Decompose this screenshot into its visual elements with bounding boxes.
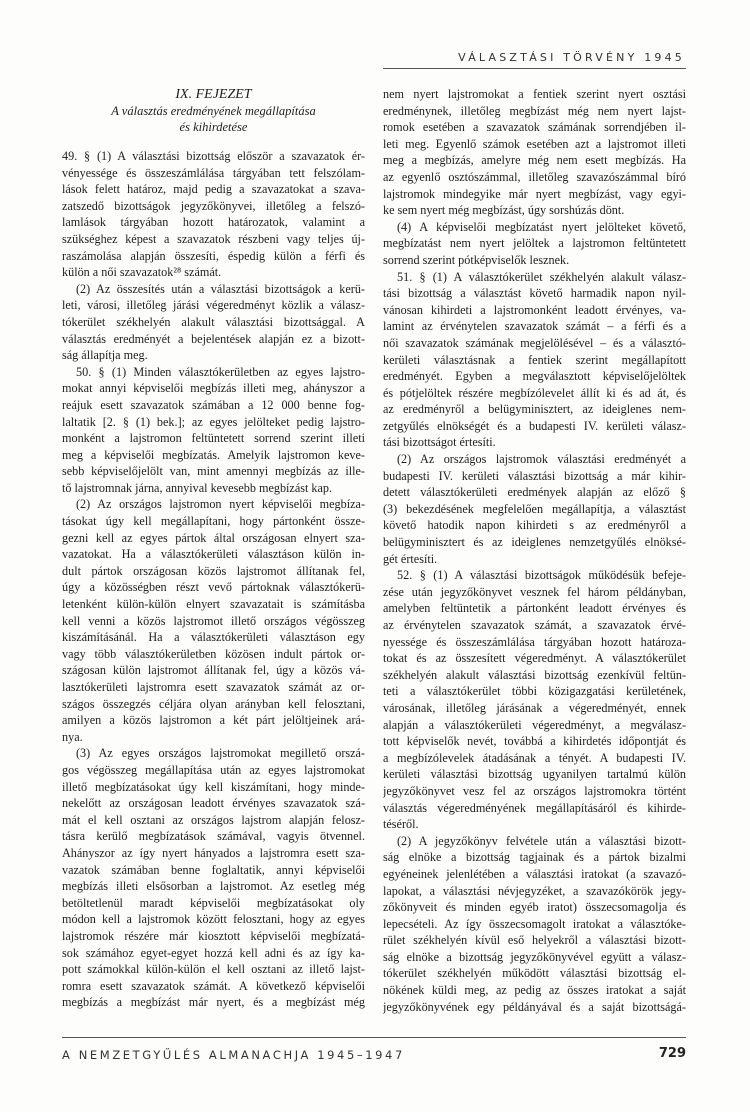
text-line: lajstromok mindegyike már nyert megbízást, vagy egyi- bbox=[383, 186, 686, 201]
page-number: 729 bbox=[658, 1046, 686, 1061]
text-line: kerületi választási bizottság ugyanilyen tartalmú külön bbox=[383, 767, 686, 782]
text-line: követő hatodik napon kihirdeti s az eredményről a bbox=[383, 518, 686, 533]
text-line: lások felett határoz, majd pedig a szavazatokat a szava- bbox=[62, 182, 365, 197]
text-line: tásokat úgy kell megállapítani, hogy pártonként össze- bbox=[62, 514, 365, 529]
text-line: mokat annyi képviselői megbízás illeti meg, ahányszor a bbox=[62, 381, 365, 396]
text-line: városának, illetőleg járásának a végeredményét, ennek bbox=[383, 700, 686, 715]
text-line: 51. § (1) A választókerület székhelyén alakult válasz- bbox=[397, 269, 686, 284]
text-line: vényessége és összeszámlálása tárgyában tett felszólam- bbox=[62, 165, 365, 180]
text-line: kell venni a közös lajstromot illető országos végösszeg bbox=[62, 613, 365, 628]
text-line: nökének küldi meg, az pedig az összes iratokat a saját bbox=[383, 983, 686, 998]
text-line: rület székhelyén kívül eső helyekről a választási bizott- bbox=[383, 933, 686, 948]
text-line: tokat és az összesített végeredményt. A választókerület bbox=[383, 651, 686, 666]
text-line: Ahányszor az így nyert hányados a lajstromra esett sza- bbox=[62, 845, 365, 860]
text-line: gos végösszeg megállapítása után az egyes lajstromokat bbox=[62, 762, 365, 777]
text-line: tásra kerülő megbízatások számával, vagyis ötvennel. bbox=[62, 829, 365, 844]
text-line: 50. § (1) Minden választókerületben az egyes lajstro- bbox=[76, 364, 365, 379]
text-line: gezni kell az egyes pártok által országosan elnyert sza- bbox=[62, 530, 365, 545]
text-line: ság elnöke a bizottság tagjainak és a pártok bizalmi bbox=[383, 850, 686, 865]
text-line: szükséghez képest a szavazatok részbeni vagy teljes új- bbox=[62, 231, 365, 246]
text-line: ság elnöke a bizottság jegyzőkönyvével együtt a válasz- bbox=[383, 949, 686, 964]
text-line: lepecsételi. Az így összecsomagolt iratokat a választóke- bbox=[383, 916, 686, 931]
text-line: amilyen a közös lajstromon a két párt jelöltjeinek ará- bbox=[62, 713, 365, 728]
text-line: leti, városi, illetőleg járási végeredményt közlik a válasz- bbox=[62, 298, 365, 313]
text-line: kiszámításánál. Ha a választókerületi választáson egy bbox=[62, 630, 365, 645]
text-line: az eredményről a belügyminisztert, az ideiglenes nem- bbox=[383, 402, 686, 417]
text-line: (3) Az egyes országos lajstromokat megillető orszá- bbox=[76, 746, 365, 761]
chapter-title-line-1: A választás eredményének megállapítása bbox=[111, 104, 316, 118]
text-line: tókerület székhelyén alakult választási bizottsággal. A bbox=[62, 314, 365, 329]
text-line: ság állapítja meg. bbox=[62, 348, 148, 363]
text-line: meg a képviselői megbízatás. Amelyik lajstromon keve- bbox=[62, 447, 365, 462]
text-line: dult pártok országosan közös lajstromot állítanak fel, bbox=[62, 563, 365, 578]
text-line: detett választókerületi eredmények alapján az előző § bbox=[383, 485, 686, 500]
text-line: raszámolása alapján összesíti, éspedig külön a férfi és bbox=[62, 248, 365, 263]
text-line: megbízás illeti elsősorban a lajstromot. Az esetleg még bbox=[62, 879, 365, 894]
text-line: módon kell a lajstromok között felosztani, hogy az egyes bbox=[62, 912, 365, 927]
text-line: nem nyert lajstromokat a fentiek szerint nyert osztási bbox=[383, 87, 686, 101]
text-line: sorrend szerint pótképviselők lesznek. bbox=[383, 252, 570, 267]
text-line: tókerület székhelyén működött választási bizottság el- bbox=[383, 966, 686, 981]
text-line: eredménynek, illetőleg megbízást még nem nyert lajst- bbox=[383, 103, 686, 118]
text-line: székhelyén alakult választási bizottság ezenkívül feltün- bbox=[383, 667, 686, 682]
running-header-title: VÁLASZTÁSI TÖRVÉNY 1945 bbox=[458, 51, 685, 64]
text-line: leti meg. Egyenlő számok esetében azt a lajstromot illeti bbox=[383, 136, 686, 151]
chapter-title-line-2: és kihirdetése bbox=[179, 120, 248, 134]
text-line: lamlások tárgyában hozott határozatok, valamint a bbox=[62, 215, 365, 230]
text-line: jegyzőkönyvet vesz fel az országos lajstromokra történt bbox=[383, 783, 686, 798]
text-line: illető megbízatásokat úgy kell kiszámítani, hogy minde- bbox=[62, 779, 365, 794]
text-line: sok számához egyet-egyet hozzá kell adni és az így ka- bbox=[62, 945, 365, 960]
text-line: zése után jegyzőkönyvet vesznek fel három példányban, bbox=[383, 584, 686, 599]
text-line: pott számokkal külön-külön el kell osztani az illető lajst- bbox=[62, 962, 365, 977]
text-line: választás eredményét a bejelentések alapján ez a bizott- bbox=[62, 331, 365, 346]
text-line: tő lajstromnak járna, annyival kevesebb megbízást kap. bbox=[62, 480, 333, 495]
text-line: és pótjelöltek részére megbízólevelet állít ki és ad át, és bbox=[383, 385, 686, 400]
text-line: nekelőtt az országosan leadott érvényes szavazatok szá- bbox=[62, 796, 365, 811]
text-line: meg a megbízás, amelyre még nem esett megbízás. Ha bbox=[383, 153, 686, 168]
footer-rule bbox=[62, 1037, 686, 1038]
text-line: lapokat, a választási névjegyzéket, a szavazókörök jegy- bbox=[383, 883, 686, 898]
text-line: választás végeredményének megállapításáról és kihirde- bbox=[383, 800, 686, 815]
text-line: téséről. bbox=[383, 817, 419, 832]
left-column bbox=[62, 86, 365, 1011]
right-column bbox=[383, 86, 686, 1015]
text-line: jegyzőkönyvének egy példányával és a saját bizottságá- bbox=[383, 999, 686, 1014]
text-line: tási bizottságot értesíti. bbox=[383, 435, 496, 450]
text-line: szágos összegzés céljára olyan arányban kell felosztani, bbox=[62, 696, 365, 711]
text-line: monként a lajstromon feltüntetett sorrend szerint illeti bbox=[62, 431, 365, 446]
text-line: (2) Az országos lajstromon nyert képviselői megbíza- bbox=[76, 497, 365, 512]
text-line: eredményét. Egyben a megválasztott képviselőjelöltek bbox=[383, 369, 686, 384]
text-line: ke sem nyert még megbízást, úgy sorshúzás dönt. bbox=[383, 203, 625, 218]
text-line: alapján a választókerületi végeredményt, a megválasz- bbox=[383, 717, 686, 732]
text-line: szágosan külön lajstromot állítanak fel, úgy a közös vá- bbox=[62, 663, 365, 678]
text-line: romra esett szavazatok számát. A következő képviselői bbox=[62, 978, 365, 993]
text-line: amelyben feltüntetik a pártonként leadott érvényes és bbox=[383, 601, 686, 616]
text-line: kerületi választásnak a fentiek szerint megállapított bbox=[383, 352, 686, 367]
text-line: teti a választókerület többi közigazgatási kerületének, bbox=[383, 684, 686, 699]
text-line: sebb képviselőjelölt van, mint amennyi megbízás az ille- bbox=[62, 464, 365, 479]
text-line: betöltetlenül maradt képviselői megbízatásokat oly bbox=[62, 895, 365, 910]
text-line: vagy több választókerületben közösen indult pártok or- bbox=[62, 646, 365, 661]
chapter-number: IX. FEJEZET bbox=[175, 87, 252, 102]
text-line: laltatik [2. § (1) bek.]; az egyes jelölteket pedig lajstro- bbox=[62, 414, 365, 429]
text-line: külön a női szavazatok²⁸ számát. bbox=[62, 265, 222, 280]
text-line: úgy a közösségben részt vevő pártoknak választókerü- bbox=[62, 580, 365, 595]
text-line: megbízatást nem nyert jelöltek a lajstromon feltüntetett bbox=[383, 236, 686, 251]
text-line: a megbízólevelek átadásának a tényét. A budapesti IV. bbox=[383, 750, 686, 765]
text-line: egyéneinek jelenlétében a választási iratokat (a szavazó- bbox=[383, 866, 686, 881]
text-line: lamint az érvénytelen szavazatok számát – a férfi és a bbox=[383, 319, 686, 334]
text-line: (4) A képviselői megbízatást nyert jelölteket követő, bbox=[397, 219, 686, 234]
left-column-text bbox=[62, 148, 365, 1011]
text-line: zetgyűlés elnökségét és a budapesti IV. kerületi válasz- bbox=[383, 418, 686, 433]
text-line: nyessége és összeszámlálása tárgyában hozott határoza- bbox=[383, 634, 686, 649]
text-line: (2) Az országos lajstromok választási eredményét a bbox=[397, 452, 686, 467]
footer-publication-title: A NEMZETGYŰLÉS ALMANACHJA 1945–1947 bbox=[62, 1048, 405, 1062]
chapter-heading bbox=[62, 86, 365, 135]
text-line: vazatok számában benne foglaltatik, annyi képviselői bbox=[62, 862, 365, 877]
text-line: gét értesíti. bbox=[383, 551, 438, 566]
text-line: (2) A jegyzőkönyv felvétele után a választási bizott- bbox=[397, 833, 686, 848]
text-line: nya. bbox=[62, 729, 83, 744]
text-line: vánosan kihirdeti a lajstromonként leadott érvényes, va- bbox=[383, 302, 686, 317]
text-line: tási bizottság a választást követő harmadik napon nyil- bbox=[383, 286, 686, 301]
text-line: (3) bekezdésének megfelelően megállapítja, a választást bbox=[383, 501, 686, 516]
text-line: zőkönyveit és minden egyéb iratot) összecsomagolja és bbox=[383, 900, 686, 915]
text-line: mát el kell osztani az országos lajstrom alapján felosz- bbox=[62, 812, 365, 827]
text-line: letenként külön-külön elnyert szavazatait is számításba bbox=[62, 597, 365, 612]
text-line: tott képviselők nevét, továbbá a kihirdetés időpontját és bbox=[383, 734, 686, 749]
text-line: női szavazatok számának megjelölésével – és a választó- bbox=[383, 335, 686, 350]
text-line: (2) Az összesítés után a választási bizottságok a kerü- bbox=[76, 281, 365, 296]
text-line: megbízás a megbízást már nyert, és a megbízást még bbox=[62, 995, 365, 1010]
text-line: vazatokat. Ha a választókerületi választáson külön in- bbox=[62, 547, 365, 562]
text-line: lajstromok részére már kiosztott képviselői megbízatá- bbox=[62, 928, 365, 943]
right-column-text bbox=[383, 86, 686, 1015]
text-line: 52. § (1) A választási bizottságok működésük befeje- bbox=[397, 568, 686, 583]
text-line: belügyminisztert és az ideiglenes nemzetgyűlés elnöksé- bbox=[383, 535, 686, 550]
text-line: az érvénytelen szavazatok számát, a szavazatok érvé- bbox=[383, 618, 686, 632]
text-line: lasztókerületi lajstromra esett szavazatok számát az or- bbox=[62, 680, 365, 694]
text-line: zatszedő bizottságok jegyzőkönyvei, illetőleg a felszó- bbox=[62, 198, 365, 213]
text-line: romok esetében a szavazatok számának sorrendjében il- bbox=[383, 120, 686, 135]
text-line: budapesti IV. kerületi választási bizottság a már kihir- bbox=[383, 468, 686, 483]
text-line: az egyenlő osztószámmal, illetőleg szavazószámmal bíró bbox=[383, 169, 686, 184]
header-rule bbox=[383, 68, 686, 69]
text-line: reájuk esett szavazatok számában a 12 000 benne fog- bbox=[62, 397, 365, 412]
text-line: 49. § (1) A választási bizottság először a szavazatok ér- bbox=[62, 149, 365, 163]
